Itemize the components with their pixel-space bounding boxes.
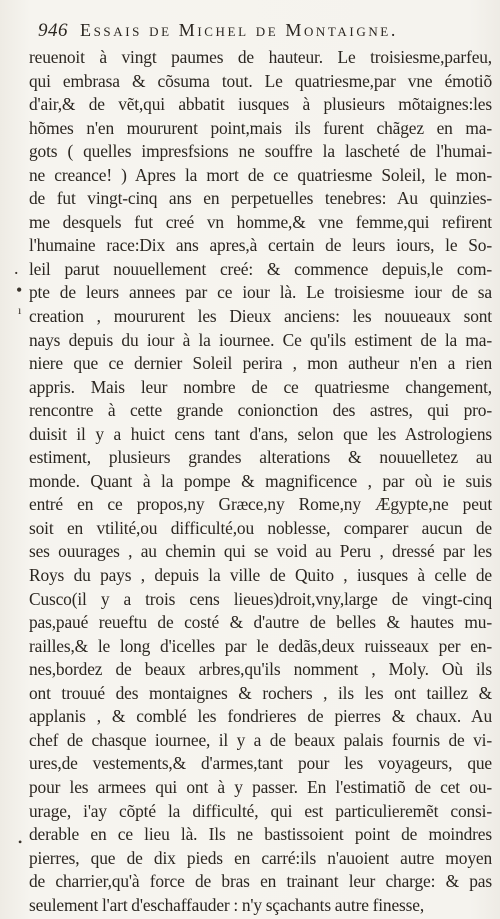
text-line: hõmes n'en moururent point,mais ils furent chãgez en ma-: [29, 117, 492, 138]
text-line: duisit il y a huict cens tant d'ans, selon que les Astrologiens: [29, 423, 492, 444]
text-line: niere que ce dernier Soleil perira , mon autheur n'en a rien: [29, 353, 492, 374]
text-line: pierres, que de dix pieds en carré:ils n'auoient autre moyen: [29, 847, 492, 868]
text-line: nays depuis du iour à la iournee. Ce qu'ils estiment de la ma-: [29, 329, 492, 350]
text-line: soit en vtilité,ou difficulté,ou noblesse, comparer aucun de: [29, 517, 492, 538]
text-line: applanis , & comblé les fondrieres de pierres & chaux. Au: [29, 706, 492, 727]
text-line: rencontre à cette grande conionction des astres, qui pro-: [29, 400, 492, 421]
text-line: appris. Mais leur nombre de ce quatriesme changement,: [29, 376, 492, 397]
text-line: reuenoit à vingt paumes de hauteur. Le troisiesme,parfeu,: [29, 47, 492, 67]
text-line: me desquels fut creé vn homme,& vne femme,qui refirent: [29, 211, 492, 232]
text-line: qui embrasa & cõsuma tout. Le quatriesme,par vne émotiõ: [29, 70, 492, 91]
text-line: leil parut nouuellement creé: & commence depuis,le com-: [29, 258, 492, 279]
text-line: seulement l'art d'eschaffauder : n'y sçachants autre finesse,: [29, 894, 425, 915]
text-line: Cusco(il y a trois cens lieues)droit,vny,large de vingt-cinq: [29, 588, 492, 609]
margin-mark: •: [18, 835, 23, 849]
text-line: ses ouurages , au chemin qui se void au Peru , dressé par les: [29, 541, 492, 562]
text-line: chef de chasque iournee, il y a de beaux palais fournis de vi-: [29, 729, 492, 750]
running-head: [38, 20, 490, 46]
text-line: entré en ce propos,ny Græce,ny Rome,ny Ægypte,ne peut: [29, 494, 492, 515]
margin-mark: •: [16, 280, 23, 300]
text-line: ures,de vestements,& d'armes,tant pour les voyageurs, que: [29, 753, 492, 774]
text-line: l'humaine race:Dix ans apres,à certain de leurs iours, le So-: [29, 235, 492, 256]
text-line: Roys du pays , depuis la ville de Quito , iusques à celle de: [29, 565, 492, 586]
margin-mark: .: [14, 258, 19, 278]
page-number: 946: [38, 20, 68, 41]
text-line: ne creance! ) Apres la mort de ce quatriesme Soleil, le mon-: [29, 164, 492, 185]
text-line: pour les armees qui ont à y passer. En l'estimatiõ de cet ou-: [29, 776, 492, 797]
text-line: derable en ce lieu là. Ils ne bastissoient point de moindres: [29, 824, 492, 845]
text-line: de fut vingt-cinq ans en perpetuelles tenebres: Au quinzies-: [29, 188, 492, 209]
text-line: creation , moururent les Dieux anciens: les nouueaux sont: [29, 306, 492, 327]
text-line: pas,paué reueftu de costé & d'autre de belles & hautes mu-: [29, 612, 492, 633]
margin-mark: ı: [18, 303, 22, 317]
text-line: railles,& le long d'icelles par le dedãs,deux ruisseaux per en-: [29, 635, 492, 656]
text-line: ont trouué des montaignes & rochers , ils les ont taillez &: [29, 682, 492, 703]
running-title: Essais de Michel de Montaigne.: [80, 20, 398, 40]
text-line: nes,bordez de beaux arbres,qu'ils nomment , Moly. Où ils: [29, 659, 492, 680]
text-line: de charrier,qu'à force de bras en trainant leur charge: & pas: [29, 871, 492, 892]
text-line: urage, i'ay cõpté la difficulté, qui est particulieremẽt consi-: [29, 800, 492, 821]
text-line: d'air,& de vẽt,qui abbatit iusques à plusieurs mõtaignes:les: [29, 94, 492, 115]
text-line: gots ( quelles impresfsions ne souffre la lascheté de l'humai-: [29, 141, 492, 162]
body-text: [29, 46, 492, 917]
text-line: monde. Quant à la pompe & magnificence , par où ie suis: [29, 470, 492, 491]
text-line: estiment, plusieurs grandes alterations & nouuelletez au: [29, 447, 492, 468]
text-line: pte de leurs annees par ce iour là. Le troisiesme iour de sa: [29, 282, 492, 303]
